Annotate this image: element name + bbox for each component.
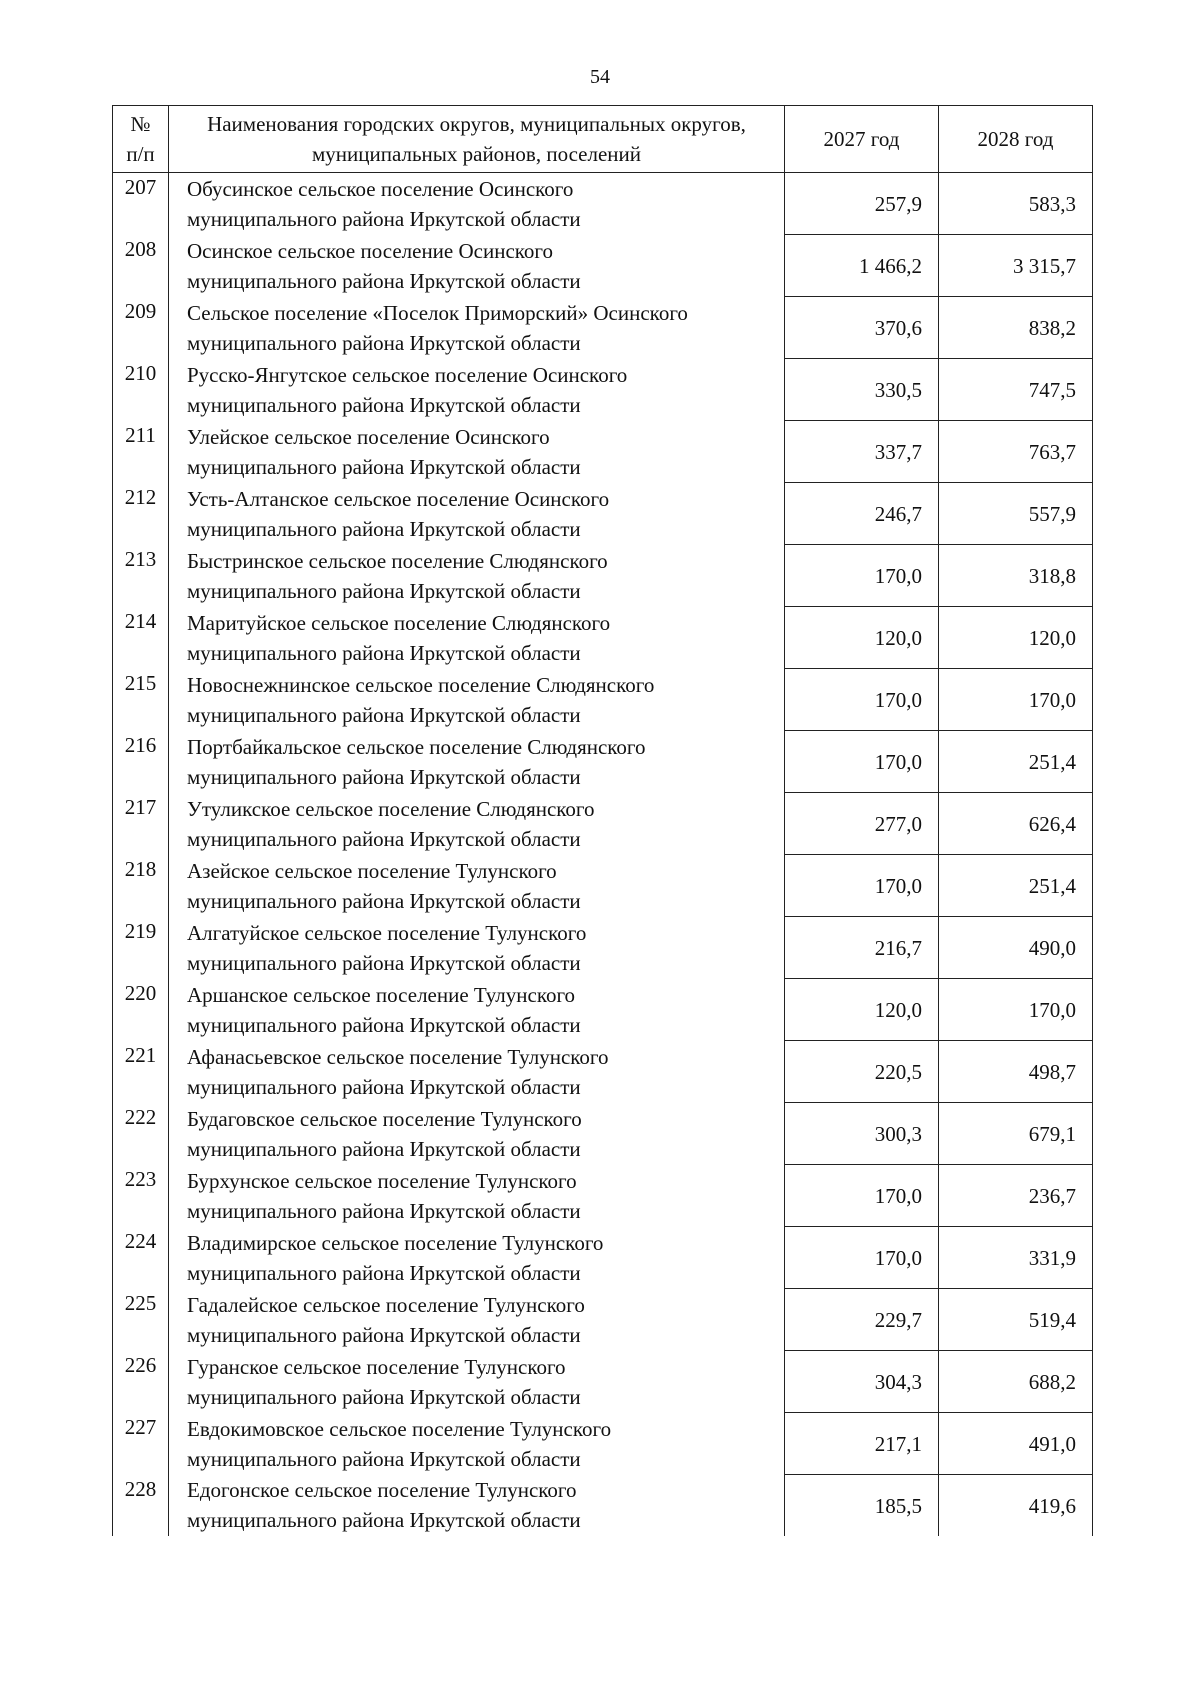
row-value-2028: 763,7 bbox=[939, 421, 1093, 483]
table-body bbox=[113, 173, 1093, 1537]
row-value-2027: 170,0 bbox=[785, 731, 939, 793]
row-name-line2: муниципального района Иркутской области bbox=[187, 454, 581, 479]
row-name bbox=[169, 173, 785, 235]
row-number: 217 bbox=[113, 793, 169, 855]
row-value-2027: 170,0 bbox=[785, 669, 939, 731]
header-number-line1: № bbox=[130, 112, 151, 136]
row-name-line2: муниципального района Иркутской области bbox=[187, 392, 581, 417]
row-name-line2: муниципального района Иркутской области bbox=[187, 1384, 581, 1409]
row-name-line2: муниципального района Иркутской области bbox=[187, 1074, 581, 1099]
row-number: 227 bbox=[113, 1413, 169, 1475]
row-name-line1: Новоснежнинское сельское поселение Слюдянского bbox=[187, 672, 655, 697]
allocation-table bbox=[112, 105, 1093, 1536]
row-value-2027: 170,0 bbox=[785, 855, 939, 917]
row-name-line1: Улейское сельское поселение Осинского bbox=[187, 424, 550, 449]
row-number: 224 bbox=[113, 1227, 169, 1289]
row-value-2028: 490,0 bbox=[939, 917, 1093, 979]
row-name-line2: муниципального района Иркутской области bbox=[187, 1136, 581, 1161]
row-number: 213 bbox=[113, 545, 169, 607]
row-name bbox=[169, 1475, 785, 1537]
row-name-line1: Гуранское сельское поселение Тулунского bbox=[187, 1354, 566, 1379]
row-name-line1: Едогонское сельское поселение Тулунского bbox=[187, 1478, 577, 1503]
row-name-line2: муниципального района Иркутской области bbox=[187, 1446, 581, 1471]
row-name bbox=[169, 483, 785, 545]
row-value-2027: 330,5 bbox=[785, 359, 939, 421]
row-value-2028: 331,9 bbox=[939, 1227, 1093, 1289]
header-2027: 2027 год bbox=[785, 106, 939, 173]
row-value-2027: 170,0 bbox=[785, 1165, 939, 1227]
table-row bbox=[113, 669, 1093, 731]
table-row bbox=[113, 297, 1093, 359]
row-value-2028: 251,4 bbox=[939, 855, 1093, 917]
header-number bbox=[113, 106, 169, 173]
row-value-2027: 304,3 bbox=[785, 1351, 939, 1413]
row-name-line2: муниципального района Иркутской области bbox=[187, 1012, 581, 1037]
row-name-line2: муниципального района Иркутской области bbox=[187, 206, 581, 231]
row-name-line2: муниципального района Иркутской области bbox=[187, 1198, 581, 1223]
row-number: 208 bbox=[113, 235, 169, 297]
header-row bbox=[113, 106, 1093, 173]
row-name bbox=[169, 235, 785, 297]
row-value-2028: 626,4 bbox=[939, 793, 1093, 855]
row-name bbox=[169, 855, 785, 917]
row-name bbox=[169, 1289, 785, 1351]
row-number: 210 bbox=[113, 359, 169, 421]
row-name-line2: муниципального района Иркутской области bbox=[187, 702, 581, 727]
row-name bbox=[169, 731, 785, 793]
row-number: 211 bbox=[113, 421, 169, 483]
table-row bbox=[113, 545, 1093, 607]
row-name-line1: Быстринское сельское поселение Слюдянского bbox=[187, 548, 608, 573]
row-number: 219 bbox=[113, 917, 169, 979]
table-row bbox=[113, 979, 1093, 1041]
row-value-2027: 370,6 bbox=[785, 297, 939, 359]
row-name-line1: Гадалейское сельское поселение Тулунского bbox=[187, 1292, 585, 1317]
table-header bbox=[113, 106, 1093, 173]
row-value-2027: 220,5 bbox=[785, 1041, 939, 1103]
row-value-2028: 419,6 bbox=[939, 1475, 1093, 1537]
row-name-line2: муниципального района Иркутской области bbox=[187, 826, 581, 851]
row-name-line2: муниципального района Иркутской области bbox=[187, 516, 581, 541]
table-row bbox=[113, 1227, 1093, 1289]
table-row bbox=[113, 917, 1093, 979]
row-number: 207 bbox=[113, 173, 169, 235]
table-row bbox=[113, 855, 1093, 917]
row-name-line1: Владимирское сельское поселение Тулунского bbox=[187, 1230, 604, 1255]
row-number: 225 bbox=[113, 1289, 169, 1351]
row-value-2028: 557,9 bbox=[939, 483, 1093, 545]
header-name: Наименования городских округов, муниципальных округов, муниципальных районов, поселений bbox=[169, 106, 785, 173]
row-name-line1: Портбайкальское сельское поселение Слюдянского bbox=[187, 734, 646, 759]
row-name-line1: Сельское поселение «Поселок Приморский» Осинского bbox=[187, 300, 688, 325]
row-value-2028: 170,0 bbox=[939, 669, 1093, 731]
row-name-line1: Бурхунское сельское поселение Тулунского bbox=[187, 1168, 577, 1193]
row-name bbox=[169, 297, 785, 359]
header-number-line2: п/п bbox=[126, 142, 155, 166]
row-name-line2: муниципального района Иркутской области bbox=[187, 268, 581, 293]
row-name-line1: Утуликское сельское поселение Слюдянского bbox=[187, 796, 595, 821]
row-name-line2: муниципального района Иркутской области bbox=[187, 764, 581, 789]
table-row bbox=[113, 1041, 1093, 1103]
row-name-line2: муниципального района Иркутской области bbox=[187, 1260, 581, 1285]
row-name-line2: муниципального района Иркутской области bbox=[187, 640, 581, 665]
row-value-2027: 246,7 bbox=[785, 483, 939, 545]
row-value-2028: 318,8 bbox=[939, 545, 1093, 607]
row-value-2027: 300,3 bbox=[785, 1103, 939, 1165]
row-name-line2: муниципального района Иркутской области bbox=[187, 578, 581, 603]
row-value-2027: 170,0 bbox=[785, 1227, 939, 1289]
row-name-line1: Русско-Янгутское сельское поселение Осинского bbox=[187, 362, 628, 387]
table-row bbox=[113, 173, 1093, 235]
row-name-line2: муниципального района Иркутской области bbox=[187, 1322, 581, 1347]
row-name-line2: муниципального района Иркутской области bbox=[187, 950, 581, 975]
row-value-2027: 277,0 bbox=[785, 793, 939, 855]
row-name-line2: муниципального района Иркутской области bbox=[187, 888, 581, 913]
page-number: 54 bbox=[590, 66, 610, 88]
row-name bbox=[169, 421, 785, 483]
row-number: 221 bbox=[113, 1041, 169, 1103]
row-value-2028: 251,4 bbox=[939, 731, 1093, 793]
row-number: 215 bbox=[113, 669, 169, 731]
header-2028: 2028 год bbox=[939, 106, 1093, 173]
row-name-line1: Афанасьевское сельское поселение Тулунского bbox=[187, 1044, 609, 1069]
row-number: 223 bbox=[113, 1165, 169, 1227]
row-value-2028: 688,2 bbox=[939, 1351, 1093, 1413]
row-value-2027: 217,1 bbox=[785, 1413, 939, 1475]
row-number: 218 bbox=[113, 855, 169, 917]
row-name-line1: Обусинское сельское поселение Осинского bbox=[187, 176, 574, 201]
row-value-2028: 583,3 bbox=[939, 173, 1093, 235]
table-row bbox=[113, 1103, 1093, 1165]
table-row bbox=[113, 1351, 1093, 1413]
row-number: 216 bbox=[113, 731, 169, 793]
row-name-line1: Будаговское сельское поселение Тулунского bbox=[187, 1106, 582, 1131]
row-value-2027: 337,7 bbox=[785, 421, 939, 483]
row-value-2028: 498,7 bbox=[939, 1041, 1093, 1103]
row-name bbox=[169, 1041, 785, 1103]
row-value-2027: 120,0 bbox=[785, 979, 939, 1041]
row-name bbox=[169, 793, 785, 855]
row-number: 226 bbox=[113, 1351, 169, 1413]
row-value-2027: 257,9 bbox=[785, 173, 939, 235]
row-name-line1: Алгатуйское сельское поселение Тулунского bbox=[187, 920, 587, 945]
row-name-line1: Аршанское сельское поселение Тулунского bbox=[187, 982, 576, 1007]
row-name bbox=[169, 979, 785, 1041]
row-name bbox=[169, 1165, 785, 1227]
row-value-2027: 216,7 bbox=[785, 917, 939, 979]
row-name-line1: Евдокимовское сельское поселение Тулунского bbox=[187, 1416, 612, 1441]
row-value-2028: 236,7 bbox=[939, 1165, 1093, 1227]
table-row bbox=[113, 607, 1093, 669]
row-value-2028: 519,4 bbox=[939, 1289, 1093, 1351]
row-value-2027: 120,0 bbox=[785, 607, 939, 669]
row-value-2028: 838,2 bbox=[939, 297, 1093, 359]
row-name bbox=[169, 545, 785, 607]
row-name-line1: Азейское сельское поселение Тулунского bbox=[187, 858, 557, 883]
table-row bbox=[113, 1475, 1093, 1537]
row-name bbox=[169, 669, 785, 731]
row-name bbox=[169, 1413, 785, 1475]
row-value-2027: 170,0 bbox=[785, 545, 939, 607]
row-name bbox=[169, 1227, 785, 1289]
row-value-2028: 491,0 bbox=[939, 1413, 1093, 1475]
row-name bbox=[169, 1103, 785, 1165]
table-row bbox=[113, 1289, 1093, 1351]
row-value-2027: 185,5 bbox=[785, 1475, 939, 1537]
row-number: 212 bbox=[113, 483, 169, 545]
row-value-2028: 679,1 bbox=[939, 1103, 1093, 1165]
table-row bbox=[113, 235, 1093, 297]
row-number: 222 bbox=[113, 1103, 169, 1165]
row-value-2028: 3 315,7 bbox=[939, 235, 1093, 297]
table-row bbox=[113, 359, 1093, 421]
row-name-line2: муниципального района Иркутской области bbox=[187, 330, 581, 355]
row-value-2028: 747,5 bbox=[939, 359, 1093, 421]
row-name-line1: Маритуйское сельское поселение Слюдянского bbox=[187, 610, 611, 635]
table-row bbox=[113, 731, 1093, 793]
row-number: 228 bbox=[113, 1475, 169, 1537]
row-name bbox=[169, 607, 785, 669]
table-row bbox=[113, 1165, 1093, 1227]
row-value-2027: 1 466,2 bbox=[785, 235, 939, 297]
row-name-line2: муниципального района Иркутской области bbox=[187, 1508, 581, 1533]
row-value-2028: 170,0 bbox=[939, 979, 1093, 1041]
table-row bbox=[113, 793, 1093, 855]
row-number: 209 bbox=[113, 297, 169, 359]
row-name-line1: Усть-Алтанское сельское поселение Осинского bbox=[187, 486, 610, 511]
row-name bbox=[169, 917, 785, 979]
row-value-2028: 120,0 bbox=[939, 607, 1093, 669]
table-row bbox=[113, 483, 1093, 545]
row-name bbox=[169, 1351, 785, 1413]
row-value-2027: 229,7 bbox=[785, 1289, 939, 1351]
row-name bbox=[169, 359, 785, 421]
row-number: 220 bbox=[113, 979, 169, 1041]
table-row bbox=[113, 1413, 1093, 1475]
table-row bbox=[113, 421, 1093, 483]
row-number: 214 bbox=[113, 607, 169, 669]
row-name-line1: Осинское сельское поселение Осинского bbox=[187, 238, 554, 263]
